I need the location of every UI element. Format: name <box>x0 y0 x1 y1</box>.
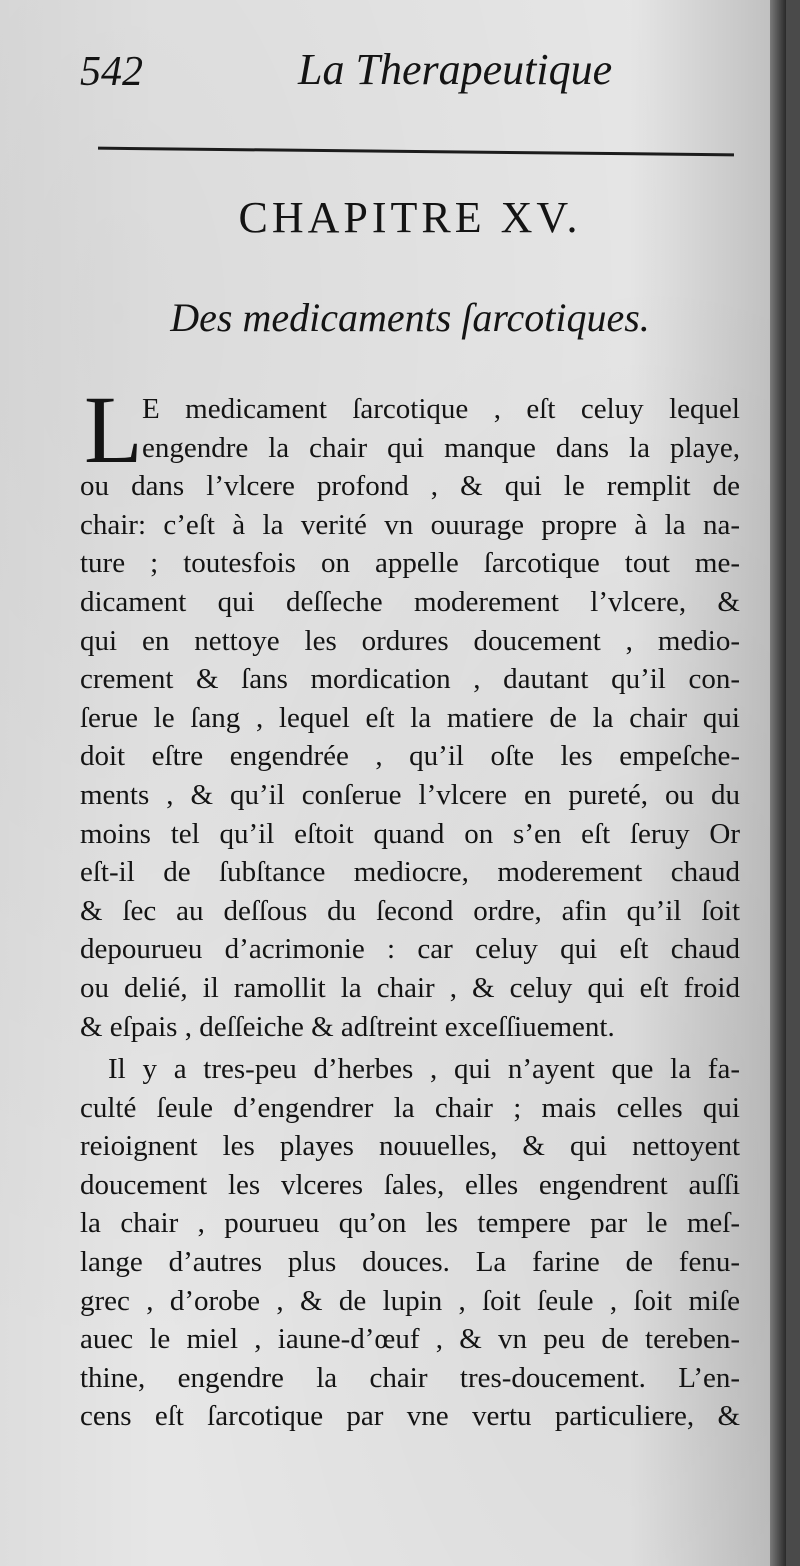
text-line: ou dans l’vlcere profond , & qui le remplit de <box>80 470 740 503</box>
running-title: La Therapeutique <box>298 45 613 94</box>
text-line: ture ; toutesfois on appelle ſarcotique tout me- <box>80 547 740 580</box>
text-line: dicament qui deſſeche moderement l’vlcere, & <box>80 585 740 618</box>
text-line: E medicament ſarcotique , eſt celuy lequel <box>142 393 740 425</box>
text-line: engendre la chair qui manque dans la playe, <box>142 431 740 464</box>
running-head <box>80 40 740 110</box>
text-line: ou delié, il ramollit la chair , & celuy qui eſt froid <box>80 971 740 1004</box>
page-number: 542 <box>80 49 143 95</box>
text-line: & eſpais , deſſeiche & adſtreint exceſſiuement. <box>80 1010 615 1043</box>
text-line: eſt-il de ſubſtance mediocre, moderement chaud <box>80 856 740 889</box>
text-line: auec le miel , iaune-d’œuf , & vn peu de tereben- <box>80 1323 740 1356</box>
text-line: qui en nettoye les ordures doucement , medio- <box>80 624 740 657</box>
drop-cap: L <box>84 376 143 483</box>
header-rule <box>98 147 734 157</box>
text-line: culté ſeule d’engendrer la chair ; mais celles qui <box>80 1091 740 1124</box>
text-line: lange d’autres plus douces. La farine de fenu- <box>80 1246 740 1279</box>
text-line: ſerue le ſang , lequel eſt la matiere de la chair qui <box>80 701 740 734</box>
text-line: moins tel qu’il eſtoit quand on s’en eſt ſeruy Or <box>80 817 740 850</box>
section-title: Des medicaments ſarcotiques. <box>170 295 650 340</box>
text-line: chair: c’eſt à la verité vn ouurage propre à la na- <box>80 508 740 541</box>
text-line: grec , d’orobe , & de lupin , ſoit ſeule , ſoit miſe <box>80 1284 740 1317</box>
paragraph-1 <box>80 376 740 1046</box>
text-line: doit eſtre engendrée , qu’il oſte les empeſche- <box>80 740 740 773</box>
text-line: la chair , pourueu qu’on les tempere par le meſ- <box>80 1207 740 1240</box>
text-line: Il y a tres-peu d’herbes , qui n’ayent que la fa- <box>108 1053 740 1086</box>
page-edge <box>770 0 786 1566</box>
text-line: reioignent les playes nouuelles, & qui nettoyent <box>80 1130 740 1163</box>
text-line: depourueu d’acrimonie : car celuy qui eſt chaud <box>80 933 740 966</box>
text-line: ments , & qu’il conſerue l’vlcere en pureté, ou du <box>80 778 740 811</box>
text-line: cens eſt ſarcotique par vne vertu particuliere, & <box>80 1400 740 1433</box>
text-line: & ſec au deſſous du ſecond ordre, afin qu’il ſoit <box>80 894 740 927</box>
text-line: crement & ſans mordication , dautant qu’il con- <box>80 663 740 696</box>
text-line: thine, engendre la chair tres-doucement. L’en- <box>80 1361 740 1394</box>
paragraph-2 <box>80 1050 740 1436</box>
text-line: doucement les vlceres ſales, elles engendrent auſſi <box>80 1168 740 1201</box>
body-text <box>80 376 740 1436</box>
chapter-title: CHAPITRE XV. <box>238 193 582 242</box>
